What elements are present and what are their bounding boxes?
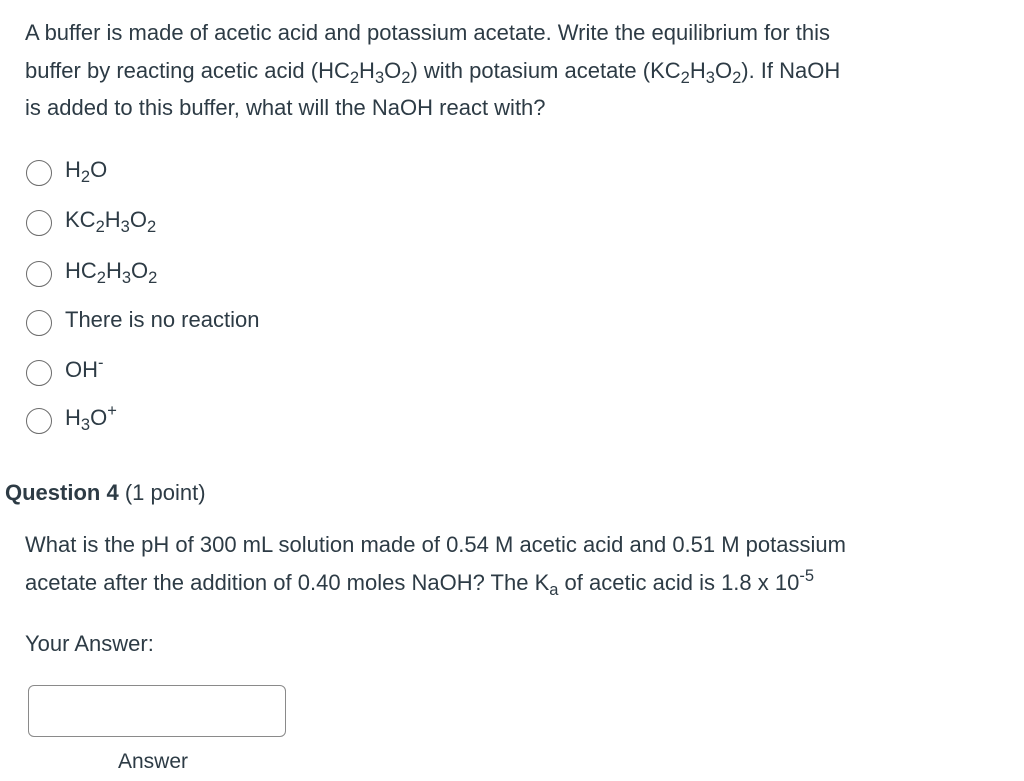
question-title: Question 4 (5, 480, 119, 505)
your-answer-label: Your Answer: (25, 631, 154, 656)
option-label: $KC_2H_3O_2$ (65, 207, 157, 236)
question-points: (1 point) (124, 480, 206, 505)
option-oh[interactable] (26, 350, 104, 390)
prompt-line-1: What is the pH of 300 mL solution made of 0.54 M acetic acid and 0.51 M potassium (25, 532, 846, 557)
option-label: $H_3O^+$ (65, 401, 117, 434)
option-label: $H_2O$ (65, 157, 108, 186)
option-h2o[interactable] (26, 150, 107, 190)
option-hc2h3o2[interactable] (26, 251, 157, 291)
radio-button[interactable] (26, 160, 52, 186)
radio-button[interactable] (26, 408, 52, 434)
answer-caption: Answer (118, 750, 189, 773)
option-kc2h3o2[interactable] (26, 200, 156, 240)
prompt-line-1: A buffer is made of acetic acid and potassium acetate. Write the equilibrium for this (25, 20, 831, 45)
answer-input[interactable] (28, 685, 286, 737)
prompt-line-2: buffer by reacting acetic acid $(HC_2H_3O_2)$ with potasium acetate $(KC_2H_3O_2)$. If NaOH (25, 57, 841, 87)
radio-button[interactable] (26, 210, 52, 236)
option-h3o[interactable] (26, 398, 117, 438)
radio-button[interactable] (26, 261, 52, 287)
question-4-header (5, 480, 206, 506)
question-4-prompt (25, 526, 985, 602)
question-3-prompt (25, 14, 985, 127)
prompt-line-3: is added to this buffer, what will the NaOH react with? (25, 95, 546, 120)
radio-button[interactable] (26, 360, 52, 386)
option-label: $HC_2H_3O_2$ (65, 258, 158, 287)
option-no-reaction[interactable] (26, 300, 259, 340)
radio-button[interactable] (26, 310, 52, 336)
prompt-line-2: acetate after the addition of 0.40 moles NaOH? The $K_a$ of acetic acid is 1.8 x $10^{-5}$ (25, 566, 815, 599)
option-label: There is no reaction (65, 307, 260, 332)
option-label: OH- (65, 353, 104, 382)
